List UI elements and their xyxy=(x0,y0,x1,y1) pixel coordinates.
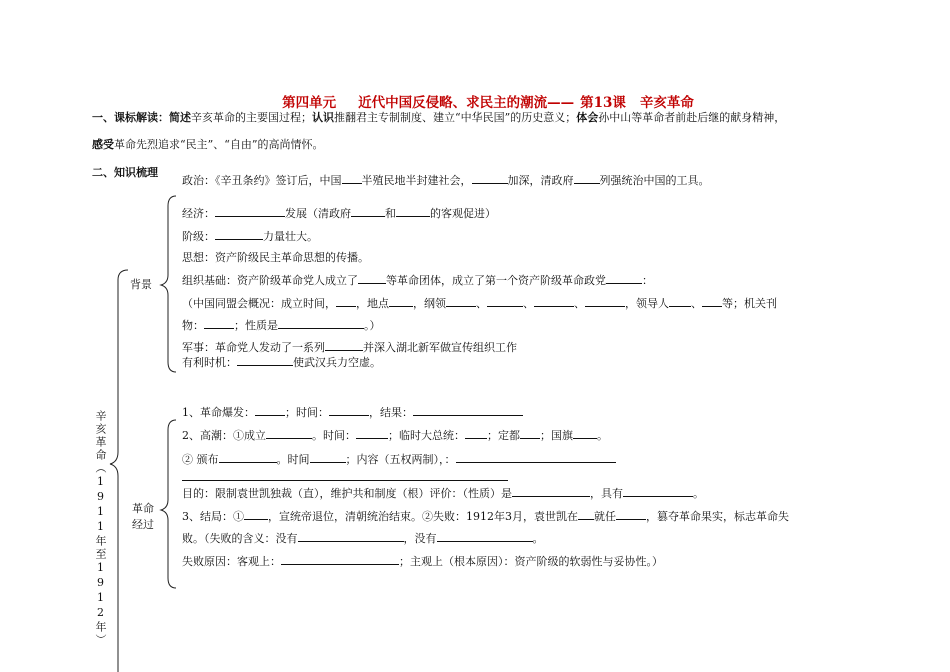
section2-heading: 二、知识梳理 xyxy=(92,166,158,179)
text: 失败原因：客观上： xyxy=(182,555,281,568)
text: ，没有 xyxy=(403,532,437,545)
text: 就任 xyxy=(594,510,616,523)
text: 。 xyxy=(693,487,704,500)
blank[interactable] xyxy=(472,173,508,184)
text: 物： xyxy=(182,319,204,332)
text: 力量壮大。 xyxy=(263,230,318,243)
text: ，领导人 xyxy=(625,297,669,310)
text: （中国同盟会概况：成立时间， xyxy=(182,297,336,310)
blank[interactable] xyxy=(465,428,487,439)
bg-military xyxy=(182,340,517,355)
blank[interactable] xyxy=(351,206,385,217)
blank[interactable] xyxy=(281,554,399,565)
text: ；内容（五权两制），： xyxy=(345,453,456,466)
text: 政治：《辛丑条约》签订后，中国 xyxy=(182,174,342,187)
proc-defeat xyxy=(182,531,544,546)
text: ，地点 xyxy=(356,297,389,310)
blank[interactable] xyxy=(215,229,263,240)
blank[interactable] xyxy=(606,273,642,284)
curriculum-line-1 xyxy=(92,110,785,125)
keyword-appreciate: 体会 xyxy=(576,111,599,124)
text: 列强统治中国的工具。 xyxy=(599,174,710,187)
blank[interactable] xyxy=(616,509,646,520)
background-label: 背景 xyxy=(130,278,152,291)
bg-opportunity xyxy=(182,355,381,370)
text: 、 xyxy=(523,297,534,310)
blank[interactable] xyxy=(512,486,590,497)
curriculum-text-3: 孙中山等革命者前赴后继的献身精神， xyxy=(598,111,786,124)
text: ；性质是 xyxy=(234,319,278,332)
title-lesson: 第13课 xyxy=(580,95,626,111)
proc-outbreak xyxy=(182,405,523,420)
bg-economy xyxy=(182,206,496,221)
curriculum-text-1: 辛亥革命的主要国过程； xyxy=(191,111,312,124)
title-topic: 近代中国反侵略、求民主的潮流—— xyxy=(358,95,575,111)
text: 发展（清政府 xyxy=(285,207,351,220)
outer-brace xyxy=(110,270,128,672)
text: 军事：革命党人发动了一系列 xyxy=(182,341,325,354)
blank[interactable] xyxy=(298,531,404,542)
process-label-2: 经过 xyxy=(132,518,154,531)
text: ；国旗 xyxy=(540,429,573,442)
text: 等革命团体，成立了第一个资产阶级革命政党 xyxy=(386,274,606,287)
text: ，结果： xyxy=(369,406,413,419)
blank[interactable] xyxy=(534,296,574,307)
text: 、 xyxy=(476,297,487,310)
bg-publication xyxy=(182,318,381,333)
text: 加深，清政府 xyxy=(507,174,574,187)
text: 和 xyxy=(385,207,396,220)
text: ，宣统帝退位，清朝统治结束。②失败：1912年3月，袁世凯在 xyxy=(268,510,578,523)
text: 的客观促进） xyxy=(430,207,496,220)
proc-result xyxy=(182,509,789,524)
blank[interactable] xyxy=(255,405,285,416)
curriculum-text-4: 革命先烈追求“民主”、“自由”的高尚情怀。 xyxy=(114,138,324,151)
proc-cause xyxy=(182,554,663,569)
blank[interactable] xyxy=(520,428,540,439)
blank[interactable] xyxy=(266,428,312,439)
side-label: 辛亥革命（1911年至1912年） xyxy=(94,410,107,647)
text: 。时间 xyxy=(276,453,310,466)
text: 阶级： xyxy=(182,230,215,243)
text: ，具有 xyxy=(590,487,623,500)
blank[interactable] xyxy=(278,318,364,329)
text: 并深入湖北新军做宣传组织工作 xyxy=(363,341,517,354)
blank[interactable] xyxy=(244,509,268,520)
process-label-1: 革命 xyxy=(132,502,154,515)
text: 等；机关刊 xyxy=(722,297,777,310)
text: ，篡夺革命果实，标志革命失 xyxy=(646,510,789,523)
keyword-describe: 简述 xyxy=(169,111,191,124)
text: ；时间： xyxy=(285,406,329,419)
proc-purpose xyxy=(182,486,704,501)
text: 使武汉兵力空虚。 xyxy=(293,356,381,369)
title-unit: 第四单元 xyxy=(282,95,337,111)
blank[interactable] xyxy=(356,428,388,439)
blank[interactable] xyxy=(342,173,362,184)
text: 。 xyxy=(532,532,544,545)
text: ；主观上（根本原因）：资产阶级的软弱性与妥协性。） xyxy=(399,555,663,568)
keyword-feel: 感受 xyxy=(92,138,114,151)
proc-climax xyxy=(182,428,608,443)
text: ；临时大总统： xyxy=(388,429,465,442)
text: 。） xyxy=(364,319,381,332)
curriculum-text-2: 推翻君主专制制度、建立“中华民国”的历史意义； xyxy=(334,111,577,124)
blank[interactable] xyxy=(437,531,533,542)
blank[interactable] xyxy=(325,340,363,351)
bg-organization xyxy=(182,273,653,288)
bg-league xyxy=(182,296,777,311)
text: ，纲领 xyxy=(413,297,446,310)
text: 、 xyxy=(574,297,585,310)
text: 3、结局：① xyxy=(182,510,244,523)
blank[interactable] xyxy=(389,296,413,307)
text: 组织基础：资产阶级革命党人成立了 xyxy=(182,274,358,287)
blank[interactable] xyxy=(204,318,234,329)
process-brace xyxy=(161,420,176,588)
title-name: 辛亥革命 xyxy=(639,95,694,111)
text: 。时间： xyxy=(312,429,356,442)
blank[interactable] xyxy=(487,296,523,307)
bg-thought: 思想：资产阶级民主革命思想的传播。 xyxy=(182,251,369,264)
blank[interactable] xyxy=(573,428,597,439)
blank[interactable] xyxy=(219,452,277,463)
section1-heading: 一、课标解读： xyxy=(92,111,169,124)
blank[interactable] xyxy=(215,206,285,217)
bg-politics xyxy=(182,173,710,188)
blank[interactable] xyxy=(358,273,386,284)
text: 经济： xyxy=(182,207,215,220)
curriculum-line-2 xyxy=(92,137,324,152)
blank-long-line[interactable] xyxy=(182,480,508,481)
blank[interactable] xyxy=(578,509,594,520)
text: 败。（失败的含义：没有 xyxy=(182,532,298,545)
text: ；定都 xyxy=(487,429,520,442)
text: 。 xyxy=(597,429,608,442)
blank[interactable] xyxy=(702,296,722,307)
text: 半殖民地半封建社会， xyxy=(361,174,472,187)
blank[interactable] xyxy=(623,486,693,497)
blank[interactable] xyxy=(237,355,293,366)
proc-issue xyxy=(182,452,616,467)
blank[interactable] xyxy=(413,405,523,416)
page-title xyxy=(208,91,768,111)
blank[interactable] xyxy=(456,452,616,463)
text: 1、革命爆发： xyxy=(182,406,255,419)
background-brace xyxy=(161,196,176,372)
blank[interactable] xyxy=(396,206,430,217)
blank[interactable] xyxy=(574,173,600,184)
blank[interactable] xyxy=(585,296,625,307)
blank[interactable] xyxy=(336,296,356,307)
text: ： xyxy=(642,274,653,287)
text: 2、高潮：①成立 xyxy=(182,429,266,442)
text: 有利时机： xyxy=(182,356,237,369)
text: 目的：限制袁世凯独裁（直），维护共和制度（根）评价：（性质）是 xyxy=(182,487,512,500)
bg-class xyxy=(182,229,318,244)
blank[interactable] xyxy=(669,296,691,307)
text: 、 xyxy=(691,297,702,310)
keyword-understand: 认识 xyxy=(312,111,334,124)
blank[interactable] xyxy=(329,405,369,416)
blank[interactable] xyxy=(310,452,346,463)
text: ② 颁布 xyxy=(182,453,219,466)
blank[interactable] xyxy=(446,296,476,307)
